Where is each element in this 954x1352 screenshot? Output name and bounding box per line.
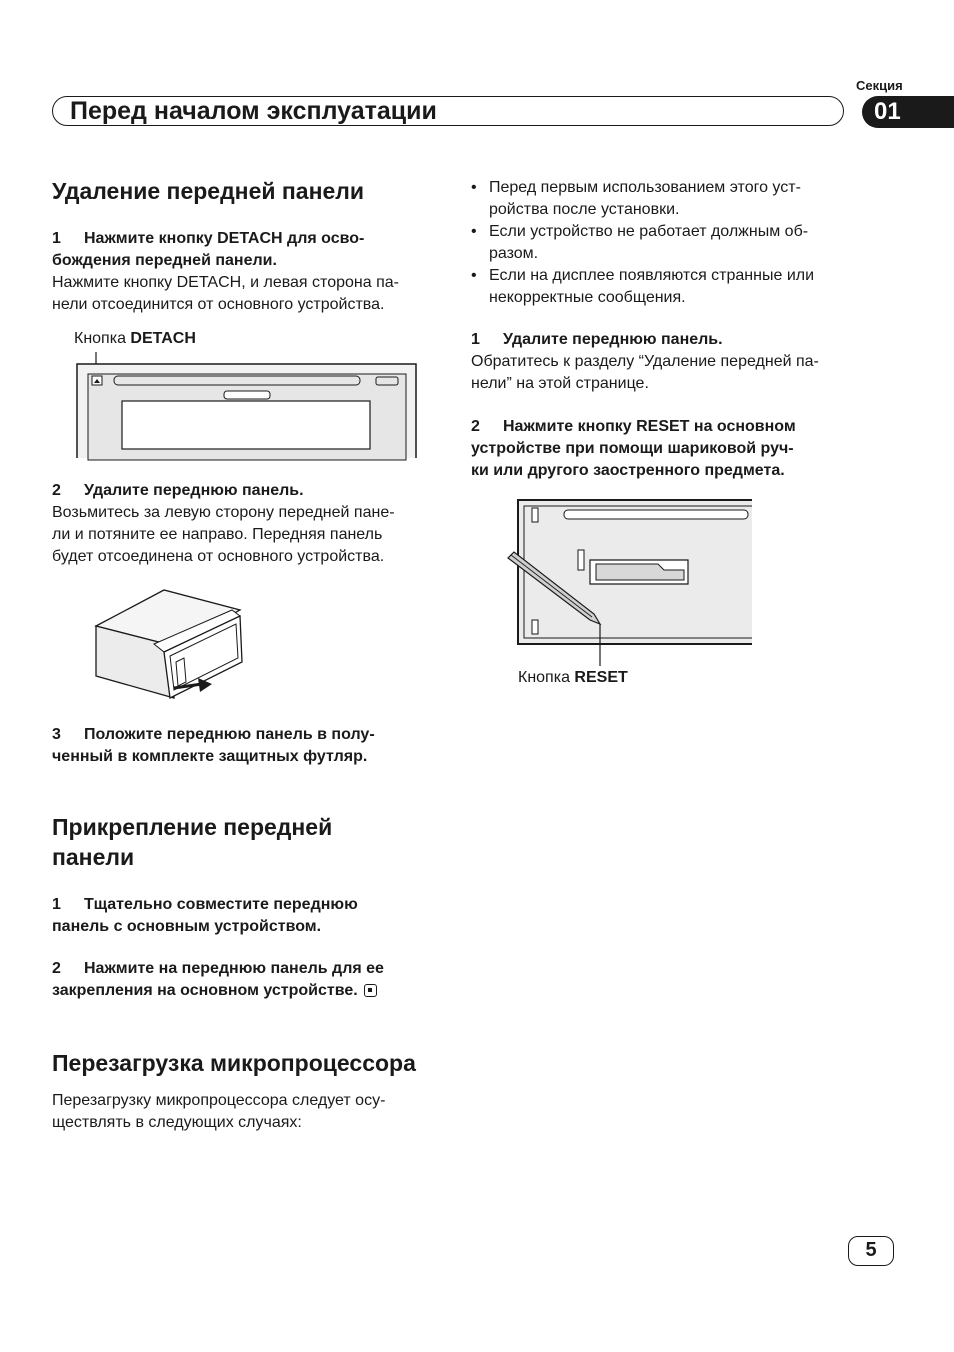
attach-step-1 <box>52 894 452 938</box>
list-item <box>471 177 871 221</box>
heading-attach-panel <box>52 812 332 872</box>
step-number: 2 <box>52 482 61 499</box>
remove-step-1-body <box>52 272 452 316</box>
remove-step-3 <box>52 724 452 768</box>
list-item-line: • Если на дисплее появляются странные или <box>489 267 815 284</box>
body-line: нели отсоединится от основного устройства. <box>52 296 385 313</box>
reset-step-1 <box>471 329 871 351</box>
list-item <box>471 221 871 265</box>
attach-step-2 <box>52 958 452 1002</box>
step-text: Удалите переднюю панель. <box>84 482 304 499</box>
heading-reset-microprocessor: Перезагрузка микропроцессора <box>52 1050 416 1076</box>
detach-caption <box>74 328 196 350</box>
step-text: Положите переднюю панель в полу- <box>84 726 375 743</box>
stop-square-icon <box>364 984 377 997</box>
step-number: 1 <box>52 230 61 247</box>
step-text: закрепления на основном устройстве. <box>52 982 358 999</box>
step-number: 2 <box>471 418 480 435</box>
body-line: Обратитесь к разделу “Удаление передней па- <box>471 353 819 370</box>
remove-step-2-body <box>52 502 452 568</box>
step-text: устройстве при помощи шариковой руч- <box>471 440 794 457</box>
reset-intro <box>52 1090 452 1134</box>
detach-unit-illustration <box>76 352 418 460</box>
body-line: будет отсоединена от основного устройства. <box>52 548 385 565</box>
list-item-line: ройства после установки. <box>489 201 680 218</box>
page-number: 5 <box>848 1236 894 1266</box>
panel-removal-illustration <box>94 586 248 704</box>
reset-step-2 <box>471 416 871 482</box>
body-line: Возьмитесь за левую сторону передней пане- <box>52 504 395 521</box>
list-item-line: • Если устройство не работает должным об- <box>489 223 809 240</box>
step-number: 3 <box>52 726 61 743</box>
list-item <box>471 265 871 309</box>
reset-step-1-body <box>471 351 871 395</box>
section-number-tab: 01 <box>862 96 954 128</box>
step-number: 1 <box>52 896 61 913</box>
remove-step-1 <box>52 228 442 272</box>
step-text: Нажмите на переднюю панель для ее <box>84 960 384 977</box>
step-text: Удалите переднюю панель. <box>503 331 723 348</box>
caption-text: Кнопка <box>74 330 131 347</box>
body-line: ли и потяните ее направо. Передняя панель <box>52 526 383 543</box>
caption-bold: RESET <box>574 669 628 686</box>
step-text: Тщательно совместите переднюю <box>84 896 358 913</box>
body-line: нели” на этой странице. <box>471 375 649 392</box>
step-text: ченный в комплекте защитных футляр. <box>52 748 368 765</box>
step-text: панель с основным устройством. <box>52 918 322 935</box>
list-item-line: • Перед первым использованием этого уст- <box>489 179 801 196</box>
reset-cases-list <box>471 177 871 309</box>
caption-text: Кнопка <box>518 669 575 686</box>
remove-step-2 <box>52 480 442 502</box>
heading-line: Прикрепление передней <box>52 814 333 840</box>
step-number: 1 <box>471 331 480 348</box>
reset-caption <box>518 667 628 689</box>
step-number: 2 <box>52 960 61 977</box>
step-text: бождения передней панели. <box>52 252 277 269</box>
list-item-line: разом. <box>489 245 539 262</box>
caption-bold: DETACH <box>130 330 196 347</box>
body-line: ществлять в следующих случаях: <box>52 1114 302 1131</box>
reset-illustration <box>508 498 754 668</box>
body-line: Перезагрузку микропроцессора следует осу- <box>52 1092 386 1109</box>
body-line: Нажмите кнопку DETACH, и левая сторона па- <box>52 274 399 291</box>
page-title: Перед началом эксплуатации <box>70 97 437 125</box>
list-item-line: некорректные сообщения. <box>489 289 686 306</box>
step-text: ки или другого заостренного предмета. <box>471 462 785 479</box>
section-label: Секция <box>856 78 903 93</box>
step-text: Нажмите кнопку RESET на основном <box>503 418 796 435</box>
step-text: Нажмите кнопку DETACH для осво- <box>84 230 365 247</box>
heading-remove-panel: Удаление передней панели <box>52 178 365 204</box>
heading-line: панели <box>52 844 135 870</box>
